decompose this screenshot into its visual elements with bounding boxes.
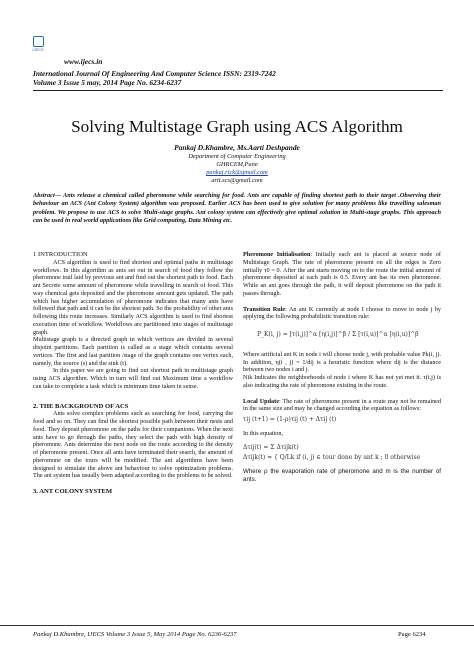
- journal-logo-text: IJECS: [32, 47, 44, 52]
- page-number: Page 6234: [398, 631, 426, 638]
- paper-title: Solving Multistage Graph using ACS Algorithm: [71, 117, 403, 136]
- local-update-label: Local Update: [243, 397, 279, 405]
- transition-rule-text: : An ant K currently at node I choose to move to node j by applying the following probabilistic transition rule:: [243, 305, 442, 321]
- footer-citation: Pankaj D.Khambre, IJECS Volume 3 Issue 5, May 2014 Page No. 6236-6237: [33, 631, 237, 638]
- delta-tau-sum-equation: Δτij(t) = Σ Δτijk(t): [243, 443, 299, 451]
- pheromone-update-equation: τij (t+1) = (1-ρ)τij (t) + Δτij (t): [243, 416, 337, 423]
- journal-header: [33, 69, 276, 87]
- footer-divider: [0, 625, 474, 626]
- transition-explanation-1: Where artificial ant K in node i will choose node j, with probable value Pk(i, j). In addition, η(i , j) = 1/dij is a heuristic function where dij is the distance between two nodes i and j.: [243, 350, 441, 374]
- header-divider: [33, 90, 443, 91]
- pheromone-init-label: Pheromone Initialisation: [243, 251, 311, 258]
- local-update-text: : The rate of pheromone present in a route may not be remained in the same size and may be changed according the equation as follows:: [243, 397, 442, 413]
- authors: Pankaj D.Khambre, Ms.Aarti Deshpande: [174, 143, 300, 152]
- affiliation-dept: Department of Computer Engineering: [188, 153, 286, 160]
- evaporation-rate-note: Where ρ the evaporation rate of pheromone and m is the number of ants.: [243, 468, 441, 483]
- author-email-2[interactable]: arti.scs@gmail.com: [211, 177, 263, 184]
- section-heading-2: 2. THE BACKGROUND OF ACS: [33, 402, 129, 410]
- transition-rule-label: Transition Rule: [243, 305, 286, 313]
- journal-logo-icon: [33, 36, 44, 47]
- abstract-text: Ants release a chemical called pheromone while searching for food. Ants are capable of finding shortest path to their target .Observing their behaviour an ACS (Ant Colony System) algorithm was proposed. Earlier ACS has been used to give solution for many problems like travelling salesman problem. We propose to use ACS to solve Multi-stage graphs. Ant colony system can effectively give optimal solution in Multi-stage graphs. This approach can be used in real world applications like Grid computing, Data Mining etc.: [33, 192, 441, 225]
- section-heading-1: 1 INTRODUCTION: [33, 251, 88, 258]
- author-email-1[interactable]: pankaj.rick@gmail.com: [206, 169, 268, 176]
- affiliation-college: GHRCEM,Pune: [216, 161, 258, 168]
- transition-rule-paragraph: [243, 306, 441, 322]
- intro-paragraph-1: ACS algorithm is used to find shortest and optimal paths in multistage workflows. In this algorithm as ants set out in search of food they follow the pheromone trail laid by previous ant and find out the shortest path to food. Each ant Secrete some amount of pheromone while travelling in search of food. This way chemical gets deposited and the pheromone amount gets updated. The path which has higher accumulation of pheromone indicates that many ants have followed that path and it can be the shortest path. So the probability of other ants following this route increases. Similarly ACS algorithm is used to find shortest execution time of workflow. Workflows are partitioned into stages of multistage graph.: [33, 258, 234, 336]
- abstract: [33, 192, 441, 226]
- journal-line-1: International Journal Of Engineering And Computer Science ISSN: 2319-7242: [33, 69, 276, 78]
- transition-probability-equation: P_K(i, j) = [τ(i,j)]^α [η(i,j)]^β / Σ [τ(i,u)]^α [η(i,u)]^β: [257, 331, 419, 338]
- local-update-paragraph: [243, 398, 441, 414]
- pheromone-init-paragraph: [243, 251, 441, 298]
- transition-explanation-2: Nik Indicates the neighborhoods of node i where K has not yet met it. τ(i,j) is also indicating the rate of pheromone existing in the route.: [243, 374, 441, 389]
- left-column: [33, 251, 233, 496]
- background-paragraph: Ants solve complex problems such as searching for food, carrying the food and so on. They can find the shortest possible path between their nests and food. They deposit pheromone on the paths for their companions. When the next ants have to go through the paths, they select the path with high density of pheromone. Ants determine the next node on the route according to the density of pheromone present. Once all ants have terminated their search, the amount of pheromone on the tours will be modified. The ant algorithms have been designed to simulate the above ant behaviour to solve optimization problems. The ant system has usually been adapted according to the problems to be solved.: [33, 410, 233, 480]
- pheromone-init-text: : Initially each ant is placed at source node of Multistage Graph. The rate of pheromone present on all the edges is Zero initially τ0 = 0. After the ant starts moving on to the route the initial amount of pheromone deposited at each path is 0.5. Every ant has its own pheromone. While an ant goes through the path, it will deposit pheromone on the path it passes through.: [243, 251, 441, 297]
- equation-intro: In this equation,: [243, 429, 284, 437]
- intro-paragraph-3: In this paper we are going to find out shortest path in multistage graph using ACS algorithm. Which in turn will find out Maximum time a workflow can take to complete a task which is minimum time taken in sense.: [33, 367, 233, 390]
- right-column: [243, 251, 441, 484]
- section-heading-3: 3. ANT COLONY SYSTEM: [33, 488, 113, 495]
- journal-line-2: Volume 3 Issue 5 may, 2014 Page No. 6234-6237: [33, 78, 182, 87]
- abstract-label: Abstract—: [33, 192, 61, 199]
- intro-paragraph-2: Multistage graph is a directed graph in which vertices are divided in several disjoint partitions. Each partition is called as a stage which contains several vertices. The first and last partition /stage of the graph contains one vertex each, namely, the source (s) and the sink (t).: [33, 336, 233, 367]
- site-url[interactable]: www.ijecs.in: [64, 57, 103, 66]
- delta-tau-k-equation: Δτijk(t) = { Q/Lk if (i, j) ∈ tour done by ant k ; 0 otherwise: [243, 454, 421, 462]
